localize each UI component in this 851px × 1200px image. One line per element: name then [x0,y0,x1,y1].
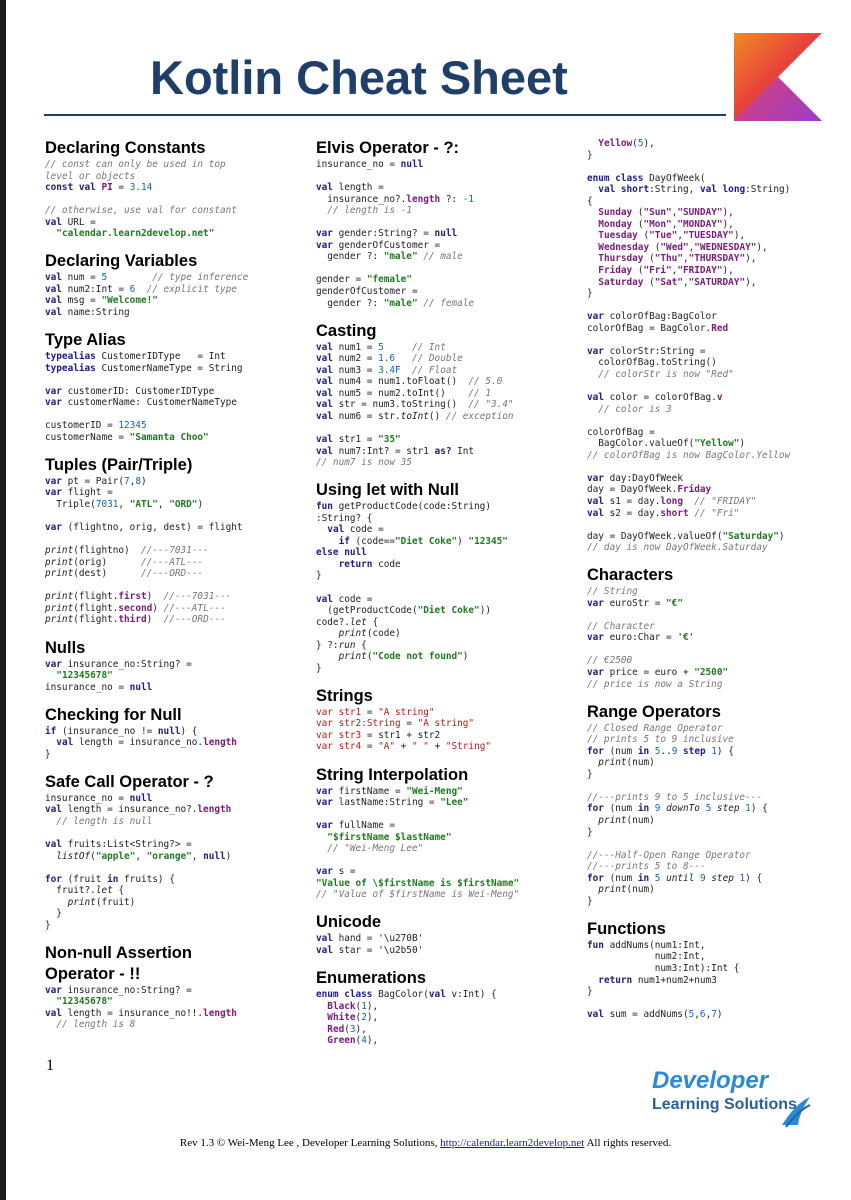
code-type-alias: typealias CustomerIDType = Int typealias CustomerNameType = String var customerID: CustomerIDType var customerName: CustomerNameType customerID = 12345 customerName = "Samanta Choo" [45,351,243,443]
code-casting: val num1 = 5 // Int val num2 = 1.6 // Double val num3 = 3.4F // Float val num4 = num1.toFloat() // 5.0 val num5 = num2.toInt() // 1 val str = num3.toString() // "3.4" val num6 = str.toInt() // exception val str1 = "35" val num7:Int? = str1 as? Int // num7 is now 35 [316,341,514,469]
footer-prefix: Rev 1.3 © Wei-Meng Lee , Developer Learning Solutions, [179,1137,441,1149]
heading-characters: Characters [587,566,674,585]
heading-casting: Casting [316,321,377,340]
heading-tuples: Tuples (Pair/Triple) [45,455,193,474]
code-elvis: insurance_no = null val length = insurance_no?.length ?: -1 // length is -1 var gender:String? = null var genderOfCustomer = gender ?: "male" // male gender = "female" genderOfCustomer = gender ?: "male" // female [316,159,475,309]
section-functions [587,919,845,1021]
heading-unicode: Unicode [316,913,382,932]
section-let-null [316,480,586,674]
section-string-interpolation [316,765,586,901]
section-nulls [45,638,310,694]
section-tuples [45,455,310,626]
code-tuples: var pt = Pair(7,8) var flight = Triple(7031, "ATL", "ORD") var (flightno, orig, dest) = flight print(flightno) //---7031--- print(orig) //---ATL--- print(dest) //---ORD--- print(flight.first) //---7031--- print(flight.second) //---ATL--- print(flight.third) //---ORD--- [45,475,243,626]
code-declaring-constants: // const can only be used in top level or objects const val PI = 3.14 // otherwise, use val for constant val URL = "calendar.learn2develop.net" [45,159,237,240]
heading-strings: Strings [316,686,373,705]
section-characters [587,565,845,690]
section-declaring-constants [45,138,310,240]
section-non-null-assertion [45,943,310,1031]
book-swoosh-icon [780,1095,812,1129]
code-strings: var str1 = "A string" var str2:String = "A string" var str3 = str1 + str2 var str4 = "A" + " " + "String" [316,706,492,753]
heading-non-null-assertion: Non-null Assertion [45,943,192,962]
page-edge [0,0,6,1200]
heading-type-alias: Type Alias [45,331,126,350]
footer [0,1137,851,1149]
brand-line1: Developer [652,1067,769,1094]
column-middle [316,138,586,1047]
code-let-null: fun getProductCode(code:String) :String? { val code = if (code=="Diet Coke") "12345" else null return code } val code = (getProductCode("Diet Coke")) code?.let { print(code) } ?:run { print("Code not found") } [316,501,508,674]
heading-elvis: Elvis Operator - ?: [316,139,460,157]
section-safe-call [45,772,310,932]
code-non-null-assertion: var insurance_no:String? = "12345678" val length = insurance_no!!.length // length is 8 [45,984,237,1031]
code-range-operators: // Closed Range Operator // prints 5 to 9 inclusive for (num in 5..9 step 1) { print(num) } //---prints 9 to 5 inclusive--- for (num in 9 downTo 5 step 1) { print(num) } //---Half-Open Range Operator //---prints 5 to 8--- for (num in 5 until 9 step 1) { print(num) } [587,722,768,907]
section-checking-null [45,705,310,761]
column-right [587,138,845,1021]
heading-checking-null: Checking for Null [45,705,182,724]
heading-non-null-assertion-line2: Operator - !! [45,964,141,983]
code-enumerations-continued: Yellow(5), } enum class DayOfWeek( val short:String, val long:String) { Sunday ("Sun","SUNDAY"), Monday ("Mon","MONDAY"), Tuesday ("Tue","TUESDAY"), Wednesday ("Wed","WEDNESDAY"), Thursday ("Thu","THURSDAY"), Friday ("Fri","FRIDAY"), Saturday ("Sat","SATURDAY"), } var colorOfBag:BagColor colorOfBag = BagColor.Red var colorStr:String = colorOfBag.toString() // colorStr is now "Red" val color = colorOfBag.v // color is 3 colorOfBag = BagColor.valueOf("Yellow") // colorOfBag is now BagColor.Yellow var day:DayOfWeek day = DayOfWeek.Friday val s1 = day.long // "FRIDAY" val s2 = day.short // "Fri" day = DayOfWeek.valueOf("Saturday") // day is now DayOfWeek.Saturday [587,138,791,554]
heading-declaring-variables: Declaring Variables [45,252,198,271]
page-title: Kotlin Cheat Sheet [150,51,568,104]
footer-link[interactable]: http://calendar.learn2develop.net [440,1137,585,1149]
section-declaring-variables [45,251,310,318]
section-strings [316,686,586,753]
code-functions: fun addNums(num1:Int, num2:Int, num3:Int):Int { return num1+num2+num3 } val sum = addNums(5,6,7) [587,939,740,1021]
code-unicode: val hand = '\u270B' val star = '\u2b50' [316,933,424,957]
code-enumerations: enum class BagColor(val v:Int) { Black(1), White(2), Red(3), Green(4), [316,989,497,1047]
code-string-interpolation: var firstName = "Wei-Meng" var lastName:String = "Lee" var fullName = "$firstName $lastName" // "Wei-Meng Lee" var s = "Value of \$firstName is $firstName" // "Value of $firstName is Wei-Meng" [316,785,520,901]
code-checking-null: if (insurance_no != null) { val length = insurance_no.length } [45,725,237,760]
heading-let-null: Using let with Null [316,481,459,500]
heading-safe-call: Safe Call Operator - ? [45,772,214,791]
title-underline [44,114,726,116]
section-unicode [316,912,586,956]
code-characters: // String var euroStr = "€" // Character var euro:Char = '€' // €2500 var price = euro + "2500" // price is now a String [587,586,729,690]
code-safe-call: insurance_no = null val length = insurance_no?.length // length is null val fruits:List<String?> = listOf("apple", "orange", null) for (fruit in fruits) { fruit?.let { print(fruit) } } [45,792,232,931]
section-casting [316,321,586,469]
section-range-operators [587,702,845,908]
section-enumerations-continued [587,138,845,554]
kotlin-logo-icon [734,33,822,121]
section-elvis [316,138,586,309]
code-nulls: var insurance_no:String? = "12345678" insurance_no = null [45,658,192,693]
heading-declaring-constants: Declaring Constants [45,139,206,157]
heading-functions: Functions [587,919,666,938]
footer-suffix: All rights reserved. [584,1137,672,1149]
heading-enumerations: Enumerations [316,969,427,988]
section-enumerations [316,968,586,1047]
brand-line2: Learning Solutions [652,1096,797,1113]
section-type-alias [45,330,310,443]
page-number: 1 [46,1057,54,1074]
heading-nulls: Nulls [45,638,86,657]
heading-string-interpolation: String Interpolation [316,765,469,784]
column-left [45,138,310,1031]
heading-range-operators: Range Operators [587,702,721,721]
code-declaring-variables: val num = 5 // type inference val num2:Int = 6 // explicit type val msg = "Welcome!" val name:String [45,272,249,318]
developer-learning-solutions-logo [652,1067,812,1137]
